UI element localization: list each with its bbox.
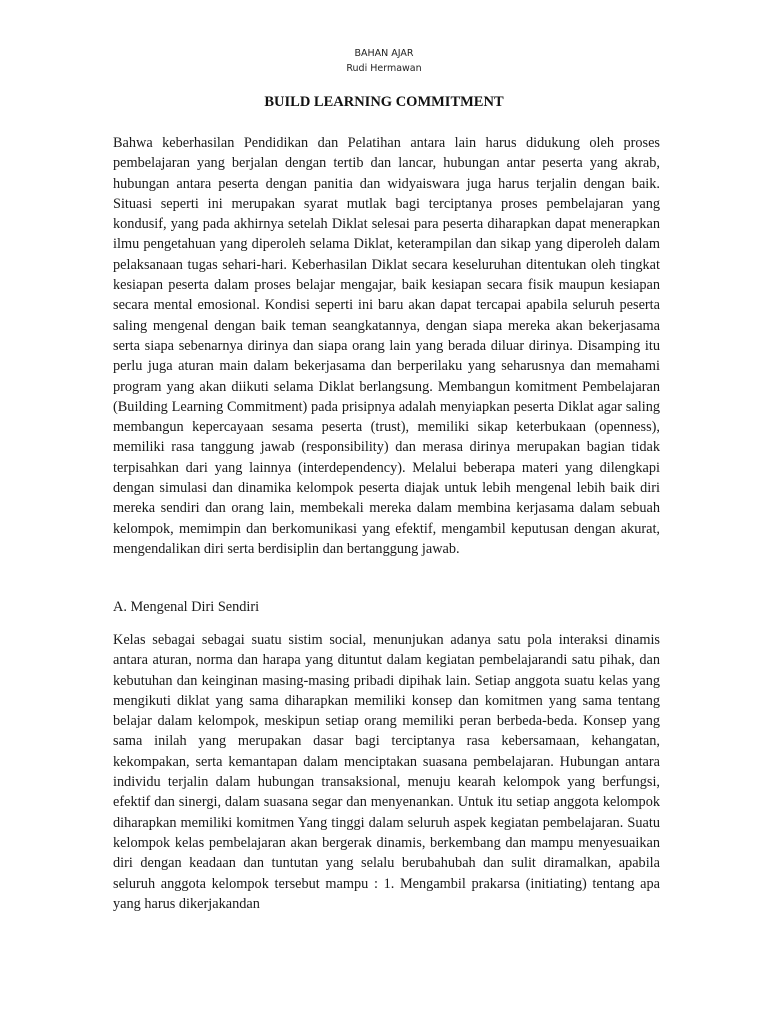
section-heading: A. Mengenal Diri Sendiri: [113, 599, 260, 615]
paragraph-section-a: Kelas sebagai sebagai suatu sistim social, menunjukan adanya satu pola interaksi dinamis antara aturan, norma dan harapa yang dituntut dalam kegiatan pembelajarandi satu pihak, dan kebutuhan dan keinginan masing-masing pribadi dipihak lain. Setiap anggota suatu kelas yang mengikuti diklat yang sama diharapkan memiliki konsep dan komitmen yang sama tentang belajar dalam kelompok, meskipun setiap orang memiliki peran berbeda-beda. Konsep yang sama inilah yang merupakan dasar bagi terciptanya rasa kebersamaan, kehangatan, kekompakan, serta kemantapan dalam menciptakan suasana pembelajaran. Hubungan antara individu terjalin dalam hubungan transaksional, menuju kearah kelompok yang berfungsi, efektif dan sinergi, dalam suasana segar dan menyenankan. Untuk itu setiap anggota kelompok diharapkan memiliki komitmen Yang tinggi dalam seluruh aspek kegiatan pembelajaran. Suatu kelompok kelas pembelajaran akan bergerak dinamis, berkembang dan mampu menyesuaikan diri dengan keadaan dan tuntutan yang selalu berubahubah dan sulit diramalkan, apabila seluruh anggota kelompok tersebut mampu : 1. Mengambil prakarsa (initiating) tentang apa yang harus dikerjakandan: [113, 632, 660, 912]
header-author: Rudi Hermawan: [346, 63, 422, 74]
page-header: [0, 46, 768, 76]
document-title: BUILD LEARNING COMMITMENT: [264, 94, 504, 110]
header-label: BAHAN AJAR: [354, 48, 414, 59]
paragraph-intro: Bahwa keberhasilan Pendidikan dan Pelatihan antara lain harus didukung oleh proses pembelajaran yang berjalan dengan tertib dan lancar, hubungan antar peserta yang akrab, hubungan antara peserta dengan panitia dan widyaiswara juga harus terjalin dengan baik. Situasi seperti ini merupakan syarat mutlak bagi terciptanya proses pembelajaran yang kondusif, yang pada akhirnya setelah Diklat selesai para peserta diharapkan dapat menerapkan ilmu pengetahuan yang diperoleh selama Diklat, keterampilan dan sikap yang diperoleh dalam pelaksanaan tugas sehari-hari. Keberhasilan Diklat secara keseluruhan ditentukan oleh tingkat kesiapan peserta dalam proses belajar mengajar, baik kesiapan secara fisik maupun kesiapan secara mental emosional. Kondisi seperti ini baru akan dapat tercapai apabila seluruh peserta saling mengenal dengan baik teman seangkatannya, dengan siapa mereka akan bekerjasama serta siapa sebenarnya dirinya dan siapa orang lain yang berada diluar dirinya. Disamping itu perlu juga aturan main dalam bekerjasama dan berperilaku yang seharusnya dan memahami program yang akan diikuti selama Diklat berlangsung. Membangun komitment Pembelajaran (Building Learning Commitment) pada prisipnya adalah menyiapkan peserta Diklat agar saling membangun kepercayaan sesama peserta (trust), memiliki sikap keterbukaan (openness), memiliki rasa tanggung jawab (responsibility) dan merasa dirinya merupakan bagian tidak terpisahkan dari yang lainnya (interdependency). Melalui beberapa materi yang dilengkapi dengan simulasi dan dinamika kelompok peserta diajak untuk lebih mengenal lebih baik diri mereka sendiri dan orang lain, membekali mereka dalam membina kerjasama dalam sebuah kelompok, memimpin dan berkomunikasi yang efektif, mengambil keputusan dengan akurat, mengendalikan diri serta berdisiplin dan bertanggung jawab.: [113, 135, 660, 557]
